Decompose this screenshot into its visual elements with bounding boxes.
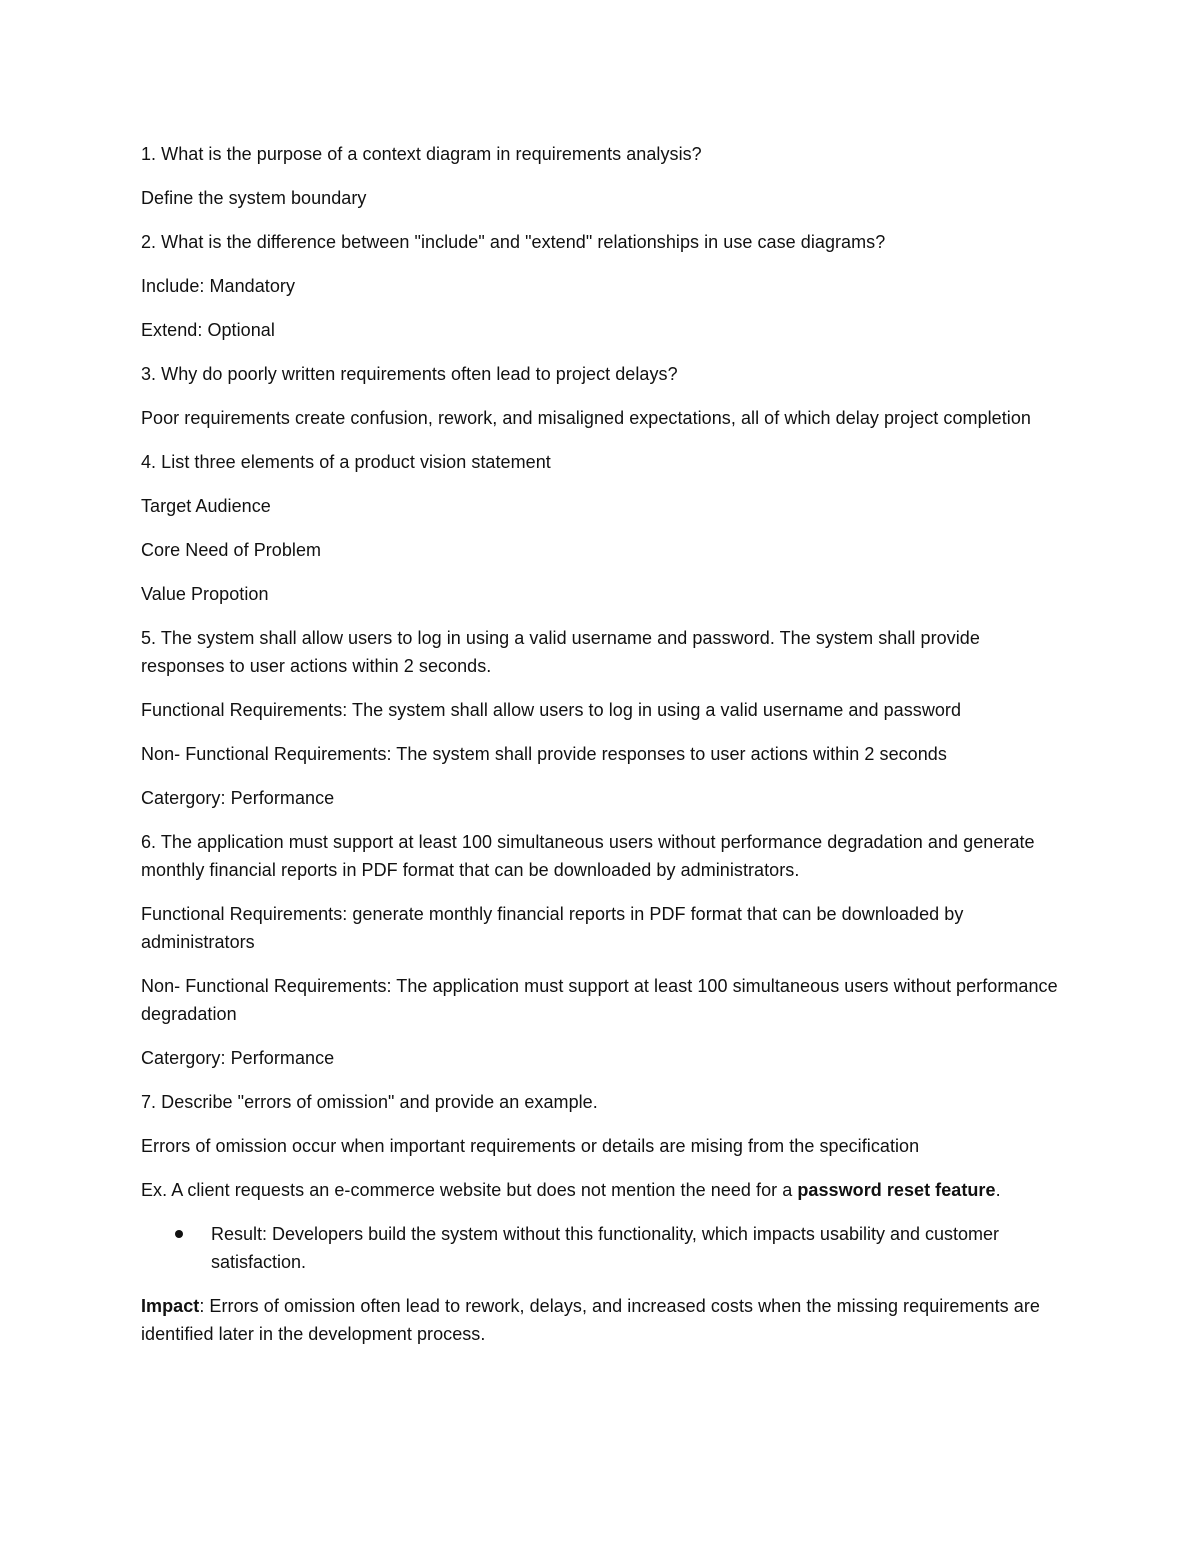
paragraph-a6-functional: Functional Requirements: generate monthly financial reports in PDF format that can be downloaded by administrators: [141, 904, 964, 952]
example-suffix: .: [995, 1180, 1001, 1200]
bullet-icon: [175, 1230, 183, 1238]
bullet-list: [141, 1220, 1061, 1276]
example-bold-term: password reset feature: [797, 1180, 996, 1200]
paragraph-q1: 1. What is the purpose of a context diagram in requirements analysis?: [141, 144, 702, 164]
paragraph-a2-include: Include: Mandatory: [141, 276, 295, 296]
paragraph-a3: Poor requirements create confusion, rework, and misaligned expectations, all of which delay project completion: [141, 408, 1031, 428]
paragraph-a7-example: [141, 1176, 1061, 1204]
paragraph-q5: 5. The system shall allow users to log in using a valid username and password. The system shall provide responses to user actions within 2 seconds.: [141, 628, 980, 676]
example-prefix: Ex. A client requests an e-commerce website but does not mention the need for a: [141, 1180, 798, 1200]
paragraph-q6: 6. The application must support at least 100 simultaneous users without performance degradation and generate monthly financial reports in PDF format that can be downloaded by administrators.: [141, 832, 1035, 880]
paragraph-a2-extend: Extend: Optional: [141, 320, 275, 340]
paragraph-a5-nonfunctional: Non- Functional Requirements: The system shall provide responses to user actions within 2 seconds: [141, 744, 947, 764]
paragraph-a5-category: Catergory: Performance: [141, 788, 335, 808]
impact-label: Impact: [141, 1296, 200, 1316]
paragraph-q2: 2. What is the difference between "include" and "extend" relationships in use case diagrams?: [141, 232, 886, 252]
paragraph-impact: [141, 1292, 1061, 1348]
paragraph-a6-nonfunctional: Non- Functional Requirements: The application must support at least 100 simultaneous users without performance degradation: [141, 976, 1058, 1024]
list-item: [141, 1220, 1061, 1276]
paragraph-a4-value: Value Propotion: [141, 584, 269, 604]
paragraph-a4-need: Core Need of Problem: [141, 540, 322, 560]
paragraph-a1: Define the system boundary: [141, 188, 367, 208]
document-page: [141, 140, 1061, 1364]
impact-text: : Errors of omission often lead to rework, delays, and increased costs when the missing requirements are identified later in the development process.: [141, 1296, 1040, 1344]
paragraph-a7-definition: Errors of omission occur when important requirements or details are mising from the specification: [141, 1136, 920, 1156]
paragraph-q7: 7. Describe "errors of omission" and provide an example.: [141, 1092, 598, 1112]
paragraph-a6-category: Catergory: Performance: [141, 1048, 335, 1068]
paragraph-a5-functional: Functional Requirements: The system shall allow users to log in using a valid username and password: [141, 700, 962, 720]
paragraph-q4: 4. List three elements of a product vision statement: [141, 452, 551, 472]
paragraph-a4-audience: Target Audience: [141, 496, 271, 516]
bullet-text: Result: Developers build the system without this functionality, which impacts usability and customer satisfaction.: [211, 1224, 1000, 1272]
paragraph-q3: 3. Why do poorly written requirements often lead to project delays?: [141, 364, 678, 384]
